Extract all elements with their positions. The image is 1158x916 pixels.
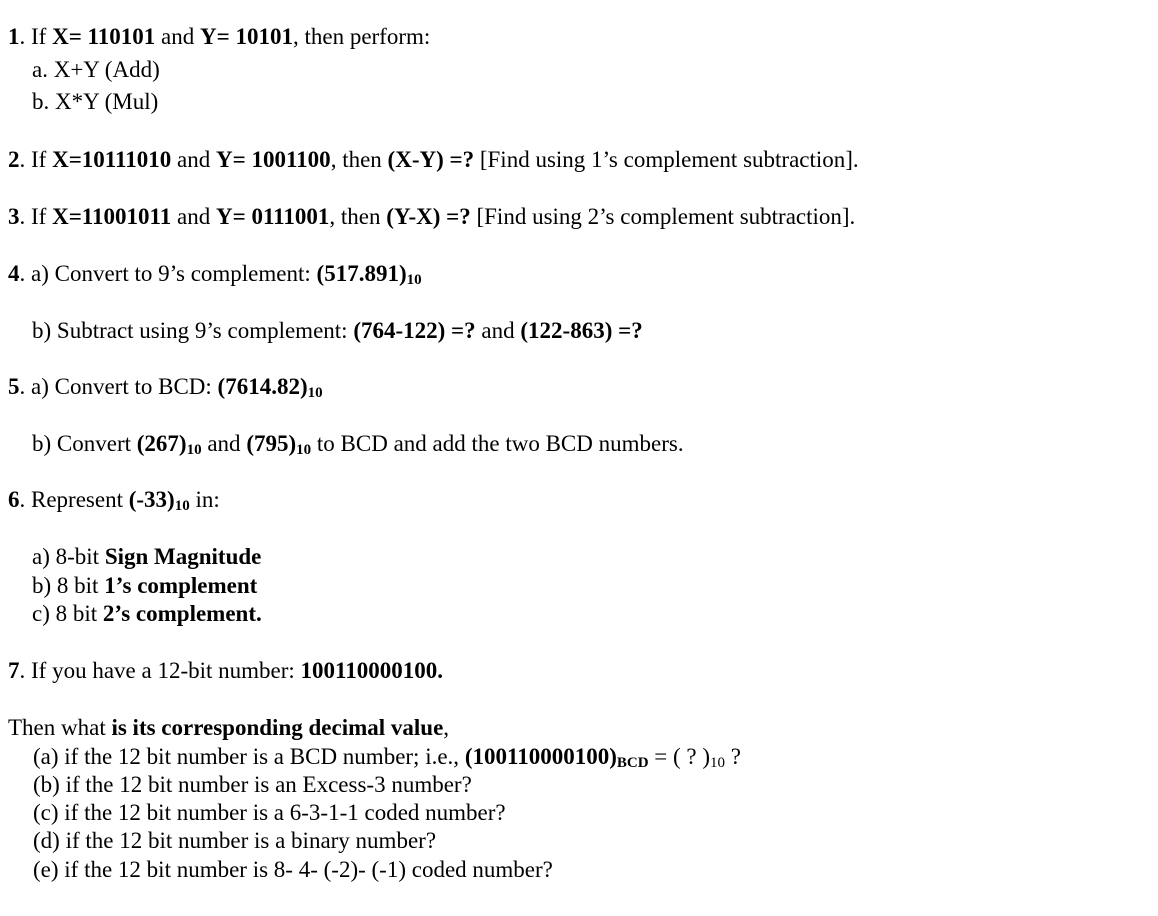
decimal-value: (795) [246, 431, 297, 456]
question-4b: b) Subtract using 9’s complement: (764-122) =? and (122-863) =? [32, 318, 643, 343]
question-5b: b) Convert (267)10 and (795)10 to BCD and add the two BCD numbers. [32, 431, 684, 458]
question-7e: (e) if the 12 bit number is 8- 4- (-2)- (-1) coded number? [33, 857, 553, 882]
expression: (764-122) =? [353, 318, 476, 343]
bcd-subscript: BCD [616, 755, 649, 771]
question-7c: (c) if the 12 bit number is a 6-3-1-1 coded number? [33, 800, 506, 825]
question-6b: b) 8 bit 1’s complement [32, 573, 258, 598]
base-subscript: 10 [307, 385, 323, 401]
question-1b: b. X*Y (Mul) [32, 89, 159, 114]
y-value: Y= 10101 [200, 24, 293, 49]
expression: (X-Y) =? [387, 147, 475, 172]
question-number: 4 [8, 261, 20, 286]
question-6c: c) 8 bit 2’s complement. [32, 601, 262, 626]
base-subscript: 10 [406, 272, 422, 288]
x-value: X=10111010 [52, 147, 172, 172]
decimal-value: (517.891) [316, 261, 407, 286]
question-number: 2 [8, 147, 20, 172]
expression: (122-863) =? [520, 318, 643, 343]
question-number: 7 [8, 658, 20, 683]
base-subscript: 10 [174, 498, 190, 514]
question-7-prompt: Then what is its corresponding decimal value, [8, 715, 450, 740]
base-subscript: 10 [710, 755, 726, 771]
question-number: 3 [8, 204, 20, 229]
y-value: Y= 0111001 [215, 204, 330, 229]
question-7a: (a) if the 12 bit number is a BCD number; i.e., (100110000100)BCD = ( ? )10 ? [33, 744, 742, 771]
base-subscript: 10 [186, 442, 202, 458]
question-6: 6. Represent (-33)10 in: [8, 487, 220, 514]
question-1a: a. X+Y (Add) [32, 57, 160, 82]
x-value: X=11001011 [52, 204, 172, 229]
question-number: 1 [8, 24, 20, 49]
binary-value: 100110000100. [300, 658, 444, 683]
decimal-value: (267) [136, 431, 187, 456]
question-3: 3. If X=11001011 and Y= 0111001, then (Y-X) =? [Find using 2’s complement subtraction]. [8, 204, 856, 229]
y-value: Y= 1001100 [215, 147, 331, 172]
question-4a: 4. a) Convert to 9’s complement: (517.891)10 [8, 261, 422, 288]
question-number: 6 [8, 487, 20, 512]
question-7: 7. If you have a 12-bit number: 100110000100. [8, 658, 444, 683]
question-5a: 5. a) Convert to BCD: (7614.82)10 [8, 374, 323, 401]
question-1: 1. If X= 110101 and Y= 10101, then perform: [8, 24, 431, 49]
decimal-value: (7614.82) [217, 374, 308, 399]
question-7d: (d) if the 12 bit number is a binary number? [33, 828, 437, 853]
question-number: 5 [8, 374, 20, 399]
binary-value: (100110000100) [464, 744, 617, 769]
base-subscript: 10 [296, 442, 312, 458]
question-7b: (b) if the 12 bit number is an Excess-3 number? [33, 772, 472, 797]
question-2: 2. If X=10111010 and Y= 1001100, then (X-Y) =? [Find using 1’s complement subtraction]. [8, 147, 859, 172]
decimal-value: (-33) [128, 487, 175, 512]
x-value: X= 110101 [52, 24, 156, 49]
question-6a: a) 8-bit Sign Magnitude [32, 544, 262, 569]
expression: (Y-X) =? [386, 204, 471, 229]
